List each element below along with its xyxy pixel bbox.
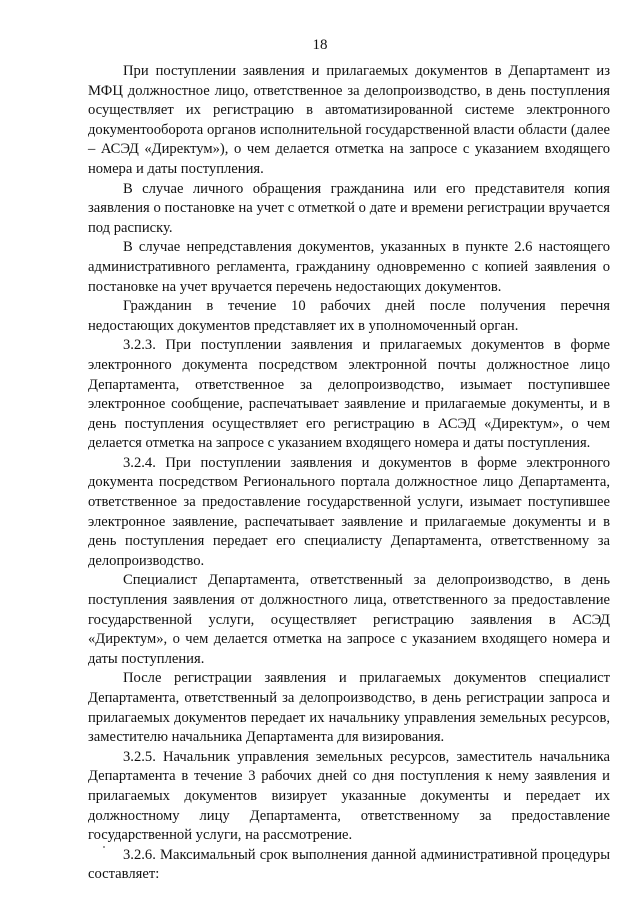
paragraph-mfc-registration: При поступлении заявления и прилагаемых документов в Департамент из МФЦ должностное лицо, ответственное за делопроизводство, в день поступления осуществляет их регистрацию в автоматизированной системе электронного документооборота органов исполнительной государственной власти области (далее – АСЭД «Директум»), о чем делается отметка на запросе с указанием входящего номера и даты поступления. bbox=[88, 63, 610, 177]
paragraph-after-registration: После регистрации заявления и прилагаемых документов специалист Департамента, ответственный за делопроизводство, в день регистрации запроса и прилагаемых документов передает их начальнику управления земельных ресурсов, заместителю начальника Департамента для визирования. bbox=[88, 670, 610, 746]
document-body bbox=[88, 62, 610, 885]
paragraph-3-2-6: 3.2.6. Максимальный срок выполнения данной административной процедуры составляет: bbox=[88, 846, 610, 883]
paragraph-3-2-4: 3.2.4. При поступлении заявления и документов в форме электронного документа посредством Регионального портала должностное лицо Департамента, ответственное за предоставление государственной услуги, изымает поступившее электронное заявление, распечатывает заявление и прилагаемые документы и в день поступления передает его специалисту Департамента, ответственному за делопроизводство. bbox=[88, 454, 610, 569]
paragraph-personal-appeal: В случае личного обращения гражданина или его представителя копия заявления о постановке на учет с отметкой о дате и времени регистрации вручается под расписку. bbox=[88, 180, 610, 236]
paragraph-3-2-5: 3.2.5. Начальник управления земельных ресурсов, заместитель начальника Департамента в течение 3 рабочих дней со дня поступления к нему заявления и прилагаемых документов визирует указанные документы и передает их должностному лицу Департамента, ответственному за предоставление государственной услуги, на рассмотрение. bbox=[88, 748, 610, 844]
paragraph-ten-days: Гражданин в течение 10 рабочих дней после получения перечня недостающих документов представляет их в уполномоченный орган. bbox=[88, 298, 610, 334]
paragraph-3-2-3: 3.2.3. При поступлении заявления и прилагаемых документов в форме электронного документа посредством электронной почты должностное лицо Департамента, ответственное за делопроизводство, изымает поступившее электронное сообщение, распечатывает заявление и прилагаемые документы, и в день поступления осуществляет его регистрацию в АСЭД «Директум», о чем делается отметка на запросе с указанием входящего номера и даты поступления. bbox=[88, 337, 610, 452]
scan-speck bbox=[103, 846, 105, 848]
paragraph-missing-documents: В случае непредставления документов, указанных в пункте 2.6 настоящего административного регламента, гражданину одновременно с копией заявления о постановке на учет вручается перечень недостающих документов. bbox=[88, 239, 610, 295]
paragraph-specialist: Специалист Департамента, ответственный за делопроизводство, в день поступления заявления от должностного лица, ответственного за предоставление государственной услуги, осуществляет регистрацию заявления в АСЭД «Директум», о чем делается отметка на запросе с указанием входящего номера и даты поступления. bbox=[88, 572, 610, 667]
page-number: 18 bbox=[312, 37, 328, 53]
